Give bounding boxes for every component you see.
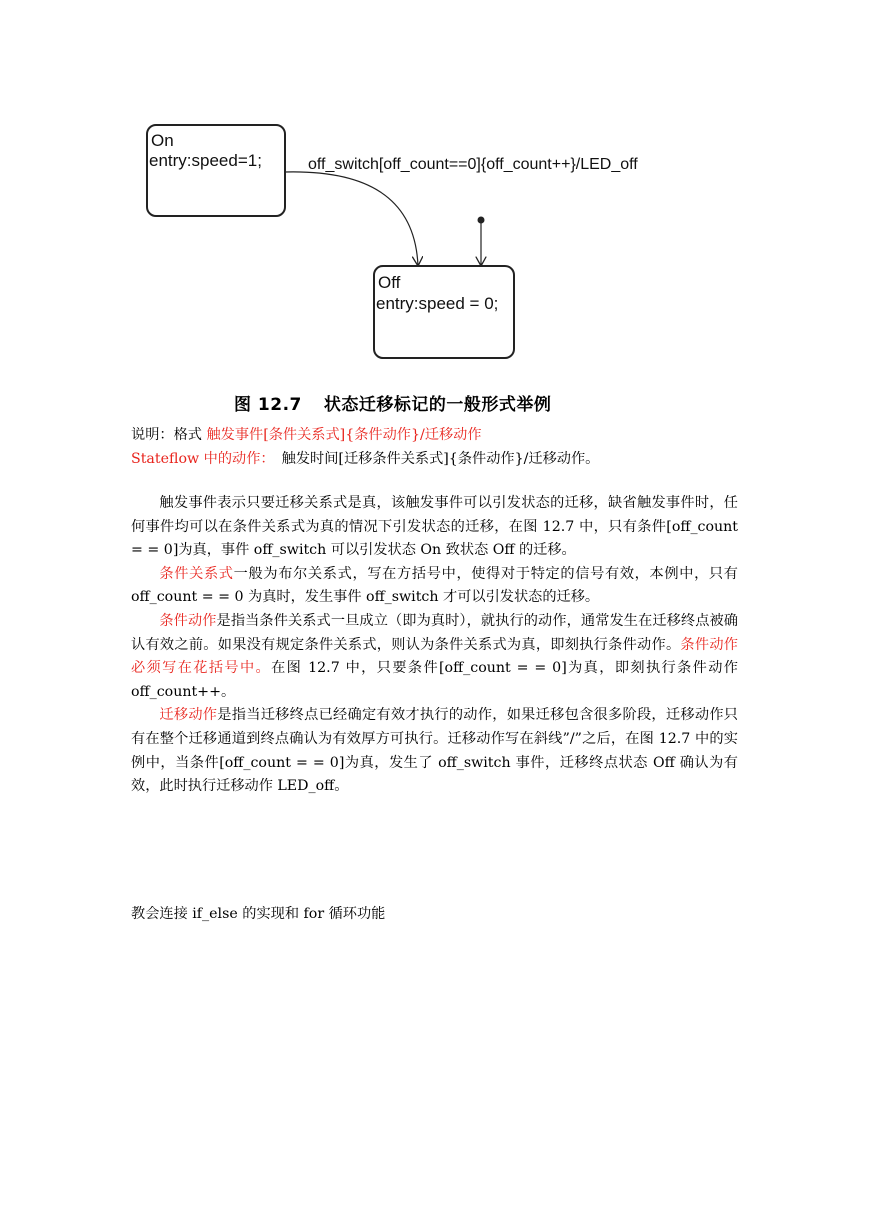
format-note-format: 触发事件[条件关系式]{条件动作}/迁移动作	[206, 427, 482, 443]
stateflow-note-label: Stateflow 中的动作：	[131, 451, 268, 467]
state-on-name: On	[151, 131, 174, 150]
format-note-prefix: 说明：格式	[131, 427, 207, 443]
state-off-entry: entry:speed = 0;	[376, 294, 499, 313]
state-off-name: Off	[378, 273, 401, 292]
paragraph-transition-action	[131, 704, 738, 798]
term-condition: 条件关系式	[159, 565, 234, 582]
stateflow-note-text: 触发时间[迁移条件关系式]{条件动作}/迁移动作。	[267, 451, 600, 467]
state-on	[147, 125, 285, 216]
condition-action-rule: 条件动作必须写在花括号中。	[131, 636, 738, 677]
format-note	[131, 424, 741, 446]
term-condition-action: 条件动作	[159, 612, 217, 629]
state-off	[374, 266, 514, 358]
stateflow-note	[131, 448, 741, 470]
term-transition-action: 迁移动作	[159, 707, 218, 724]
figure-caption	[234, 390, 551, 415]
paragraph-condition	[131, 563, 738, 610]
paragraph-condition-text: 一般为布尔关系式，写在方括号中，使得对于特定的信号有效，本例中，只有 off_count = = 0 为真时，发生事件 off_switch 才可以引发状态的迁移。	[131, 565, 738, 606]
state-on-entry: entry:speed=1;	[149, 151, 262, 170]
paragraph-condition-action	[131, 610, 738, 704]
state-diagram	[140, 116, 700, 416]
paragraph-trigger-event: 触发事件表示只要迁移关系式是真，该触发事件可以引发状态的迁移，缺省触发事件时，任何事件均可以在条件关系式为真的情况下引发状态的迁移，在图 12.7 中，只有条件[off_count = = 0]为真，事件 off_switch 可以引发状态 On 致状态 Off 的迁移。	[131, 495, 738, 559]
paragraph-condition-action-tail: 在图 12.7 中，只要条件[off_count = = 0]为真，即刻执行条件动作 off_count++。	[131, 660, 738, 700]
paragraph-condition-action-text: 是指当条件关系式一旦成立（即为真时），就执行的动作，通常发生在迁移终点被确认有效之前。如果没有规定条件关系式，则认为条件关系式为真，即刻执行条件动作。	[131, 612, 738, 653]
transition-arrow	[285, 172, 418, 266]
transition-label: off_switch[off_count==0]{off_count++}/LED_off	[308, 156, 638, 173]
caption-title: 状态迁移标记的一般形式举例	[323, 395, 552, 415]
default-transition-dot	[478, 217, 485, 224]
footer-note: 教会连接 if_else 的实现和 for 循环功能	[131, 906, 386, 922]
caption-number: 图 12.7	[234, 395, 302, 415]
paragraph-transition-action-text: 是指当迁移终点已经确定有效才执行的动作，如果迁移包含很多阶段，迁移动作只有在整个迁移通道到终点确认为有效厚方可执行。迁移动作写在斜线”/”之后，在图 12.7 中的实例中，当条件[off_count = = 0]为真，发生了 off_switch 事件，迁移终点状态 Off 确认为有效，此时执行迁移动作 LED_off。	[131, 707, 738, 795]
body-text	[131, 492, 738, 799]
